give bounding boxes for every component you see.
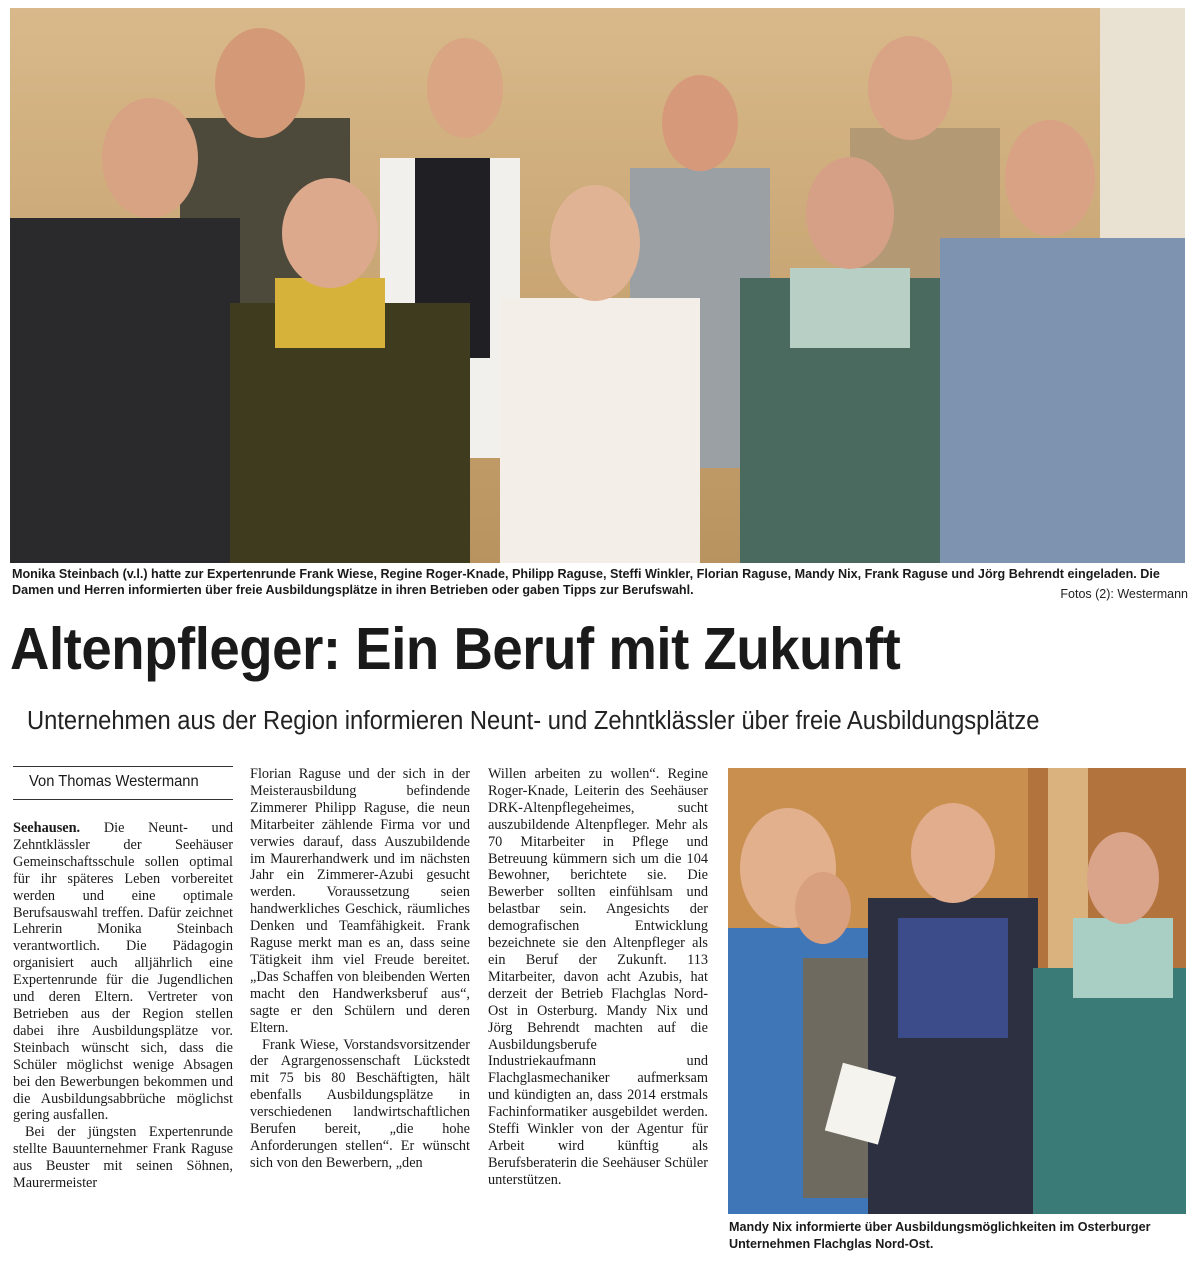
subheadline: Unternehmen aus der Region informieren Neunt- und Zehntklässler über freie Ausbildungsplätze bbox=[27, 707, 1040, 735]
article-text: Die Neunt- und Zehntklässler der Seehäuser Gemeinschaftsschule sollen optimal für ihr späteres Leben vorbereitet werden und eine optimale Berufsauswahl treffen. Dafür zeichnet Lehrerin Monika Steinbach verantwortlich. Die Pädagogin organisiert auch alljährlich eine Expertenrunde für die Jugendlichen und deren Eltern. Vertreter von Betrieben aus der Region stellen dabei ihre Ausbildungsplätze vor. Steinbach wünscht sich, dass die Schüler möglichst wenige Absagen bei den Bewerbungen bekommen und die Ausbildungsabbrüche möglichst gering ausfallen. bbox=[13, 820, 233, 1124]
side-photo-caption: Mandy Nix informierte über Ausbildungsmöglichkeiten im Osterburger Unternehmen Flachglas Nord-Ost. bbox=[729, 1220, 1151, 1251]
group-photo bbox=[10, 8, 1185, 563]
byline: Von Thomas Westermann bbox=[29, 773, 199, 790]
article-paragraph: Florian Raguse und der sich in der Meisterausbildung befindende Zimmerer Philipp Raguse, die neun Mitarbeiter zählende Firma vor und verwies darauf, dass Auszubildende im Maurerhandwerk und im nächsten Jahr ein Zimmerer-Azubi gesucht werden. Voraussetzung seien handwerkliches Geschick, räumliches Denken und Teamfähigkeit. Frank Raguse merkt man es an, dass seine Tätigkeit ihm viel Freude bereitet. „Das Schaffen von bleibenden Werten macht den Handwerksberuf aus“, sagte er den Schülern und deren Eltern. bbox=[250, 766, 470, 1036]
group-photo-illustration bbox=[10, 8, 1185, 563]
article-paragraph: Willen arbeiten zu wollen“. Regine Roger-Knade, Leiterin des Seehäuser DRK-Altenpflegeheimes, sucht auszubildende Altenpfleger. Mehr als 70 Mitarbeiter in Pflege und Betreuung kümmern sich um die 104 Bewohner, berichtete sie. Die Bewerber sollten einfühlsam und belastbar sein. Angesichts der demografischen Entwicklung bezeichnete sie den Altenpfleger als ein Beruf der Zukunft. 113 Mitarbeiter, davon acht Azubis, hat derzeit der Betrieb Flachglas Nord-Ost in Osterburg. Mandy Nix und Jörg Behrendt machten auf die Ausbildungsberufe Industriekaufmann und Flachglasmechaniker aufmerksam und kündigten an, dass 2014 erstmals Fachinformatiker ausgebildet werden. Steffi Winkler von der Agentur für Arbeit wird künftig als Berufsberaterin die Seehäuser Schüler unterstützen. bbox=[488, 766, 708, 1188]
article-column-2 bbox=[250, 766, 470, 1172]
group-photo-caption: Monika Steinbach (v.l.) hatte zur Expertenrunde Frank Wiese, Regine Roger-Knade, Philipp Raguse, Steffi Winkler, Florian Raguse, Mandy Nix, Frank Raguse und Jörg Behrendt eingeladen. Die Damen und Herren informierten über freie Ausbildungsplätze in ihren Betrieben oder gaben Tipps zur Berufswahl. bbox=[12, 567, 1160, 597]
article-paragraph bbox=[13, 820, 233, 1124]
byline-box bbox=[13, 766, 233, 800]
side-photo-illustration bbox=[728, 768, 1186, 1214]
article-column-1 bbox=[13, 820, 233, 1192]
headline: Altenpfleger: Ein Beruf mit Zukunft bbox=[10, 616, 901, 682]
side-photo bbox=[728, 768, 1186, 1214]
dateline: Seehausen. bbox=[13, 820, 81, 836]
photo-credit: Fotos (2): Westermann bbox=[1060, 587, 1188, 601]
article-column-3 bbox=[488, 766, 708, 1189]
article-paragraph: Bei der jüngsten Expertenrunde stellte Bauunternehmer Frank Raguse aus Beuster mit seinen Söhnen, Maurermeister bbox=[13, 1124, 233, 1192]
article-paragraph: Frank Wiese, Vorstandsvorsitzender der Agrargenossenschaft Lückstedt mit 75 bis 80 Beschäftigten, hält ebenfalls Ausbildungsplätze in verschiedenen landwirtschaftlichen Berufen bereit, „die hohe Anforderungen stellen“. Er wünscht sich von den Bewerbern, „den bbox=[250, 1036, 470, 1171]
